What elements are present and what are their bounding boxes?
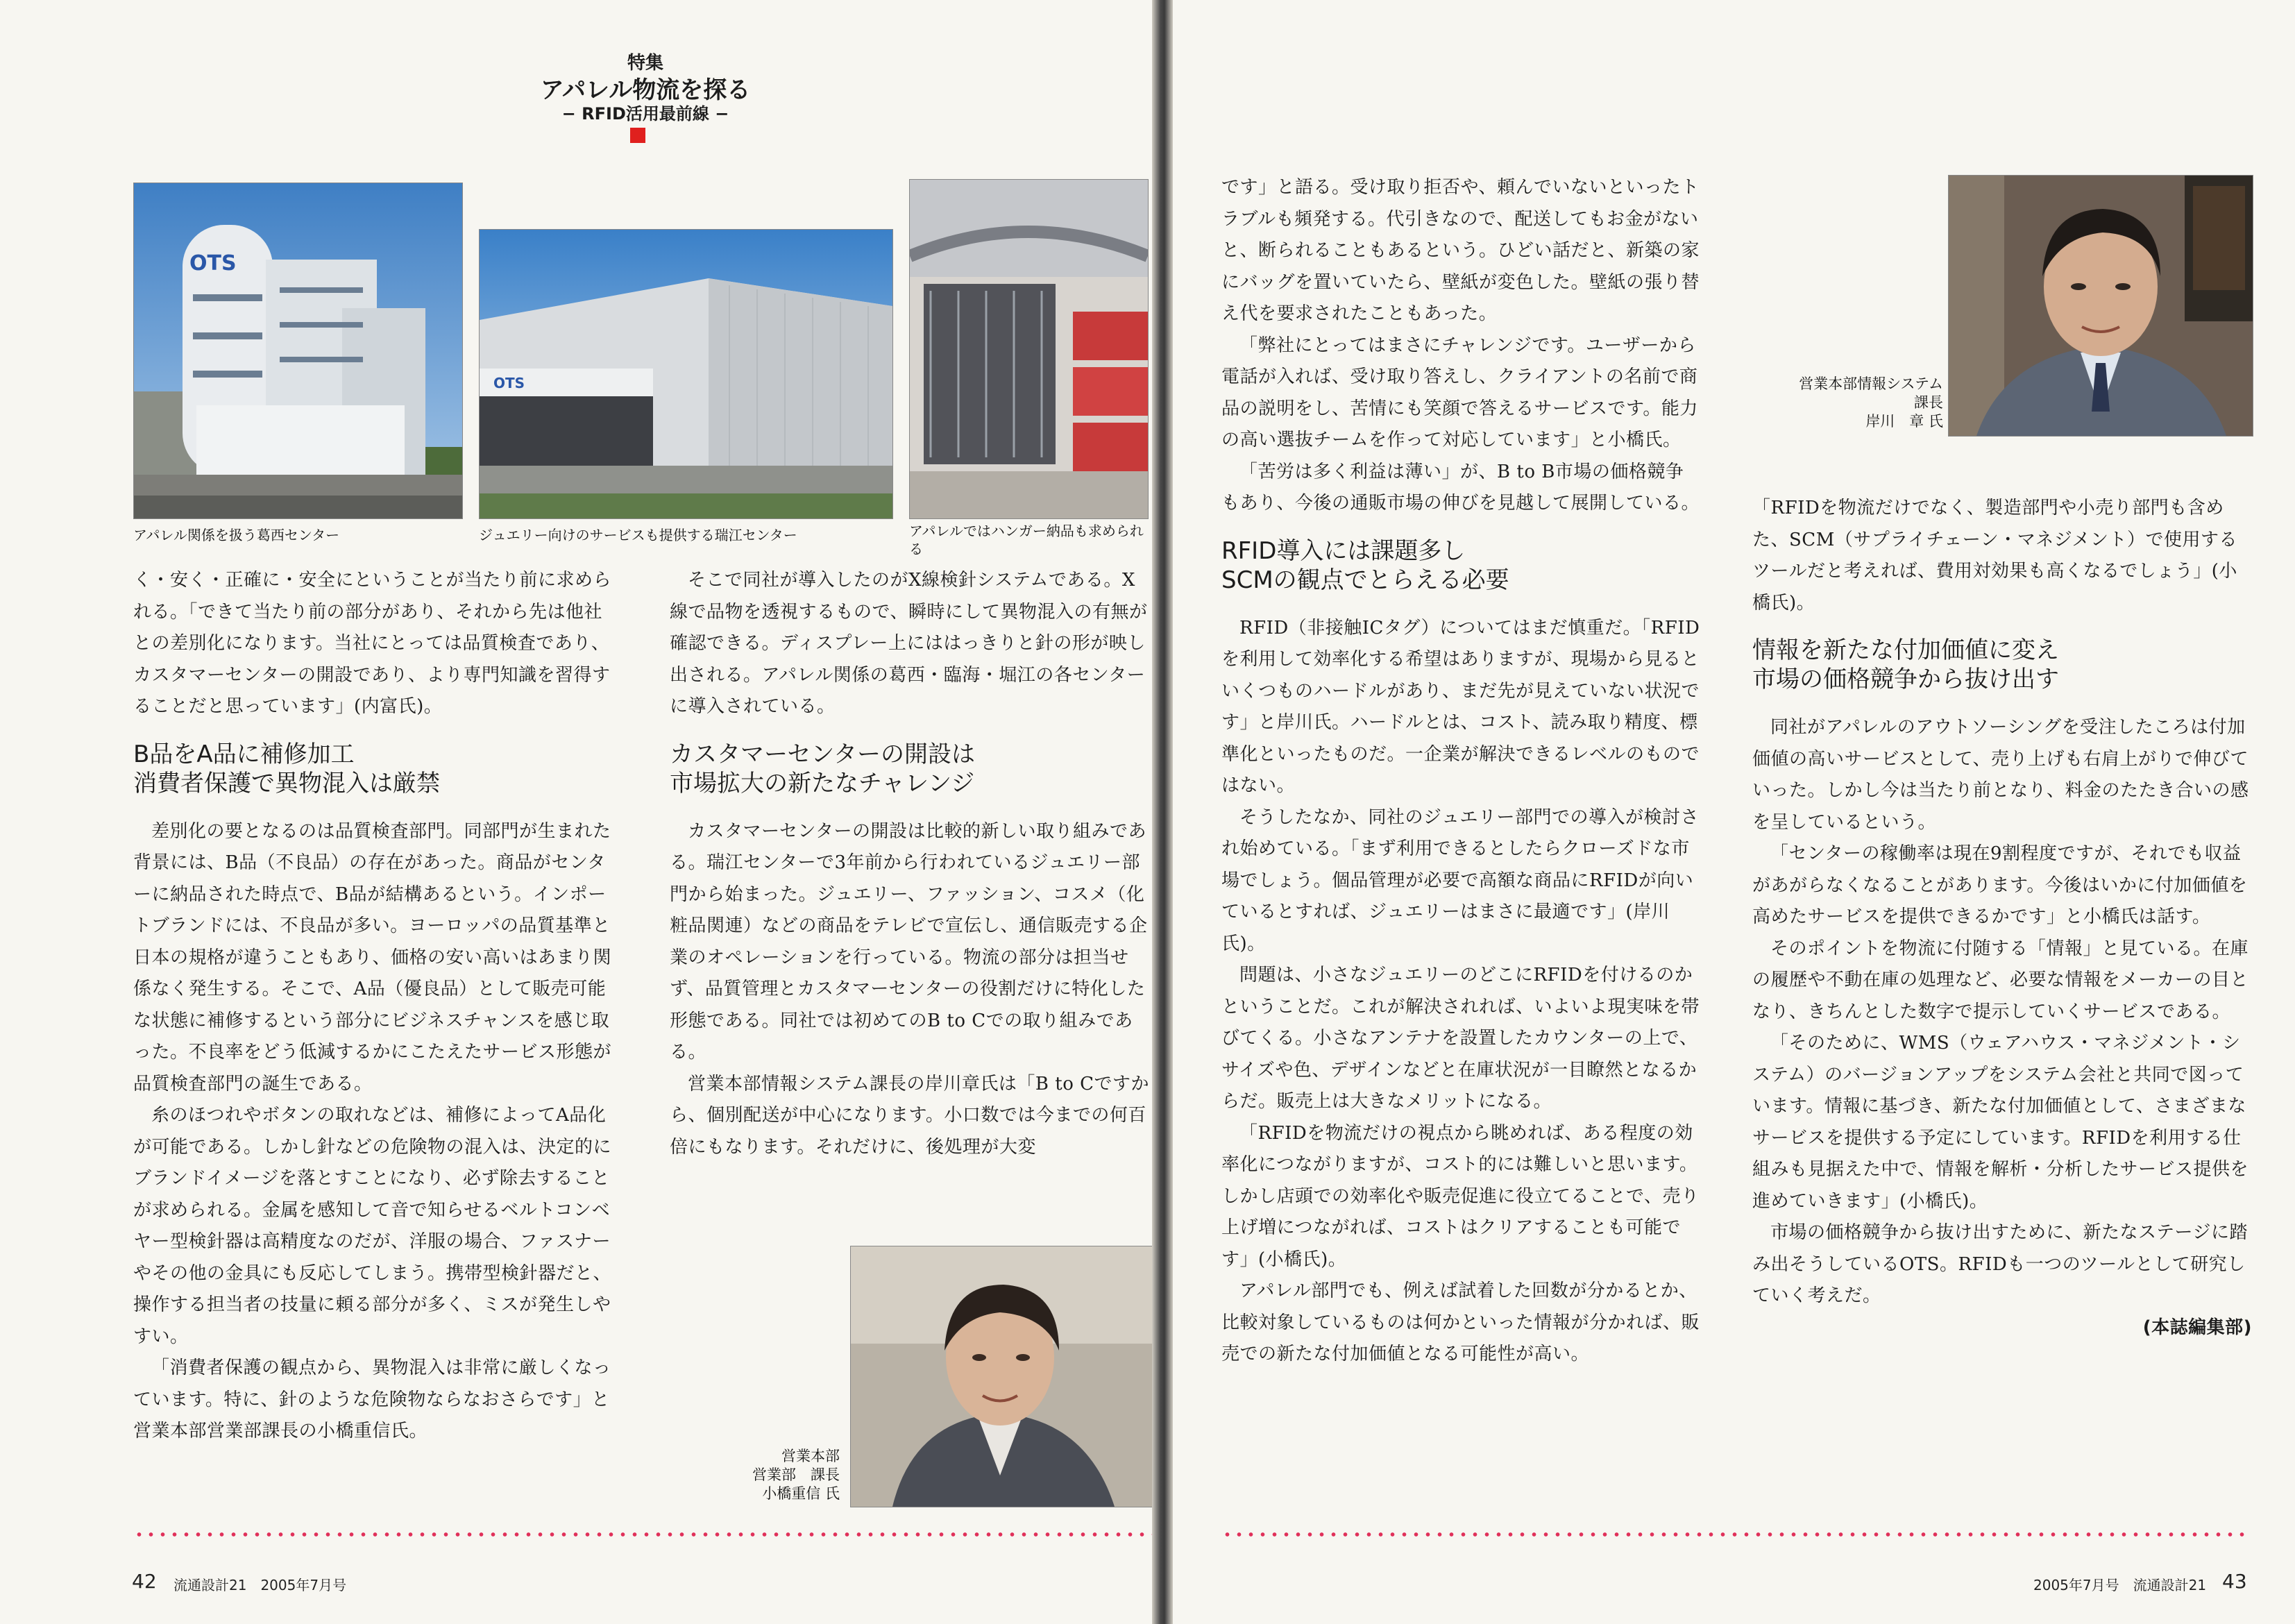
feature-title: アパレル物流を探る [540, 76, 751, 104]
col1-heading-line2: 消費者保護で異物混入は厳禁 [133, 769, 440, 797]
col1-paragraph-2: 糸のほつれやボタンの取れなどは、補修によってA品化が可能である。しかし針などの危険物の混入は、決定的にブランドイメージを落とすことになり、必ず除去することが求められる。金属を感知して音で知らせるベルトコンベヤー型検針器は高精度なのだが、洋服の場合、ファスナーやその他の金具にも反応してしまう。携帯型検針器だと、操作する担当者の技量に頼る部分が多く、ミスが発生しやすい。 [133, 1105, 612, 1347]
col1-paragraph-1: 差別化の要となるのは品質検査部門。同部門が生まれた背景には、B品（不良品）の存在があった。商品がセンターに納品された時点で、B品が結構あるという。インポートブランドには、不良品が多い。ヨーロッパの品質基準と日本の規格が違うこともあり、価格の安い高いはあまり関係なく発生する。そこで、A品（優良品）として販売可能な状態に補修するという部分にビジネスチャンスを感じ取った。不良率をどう低減するかにこたえたサービス形態が品質検査部門の誕生である。 [133, 820, 612, 1094]
dotted-divider-right [1221, 1532, 2249, 1537]
photo-hanger-delivery [909, 179, 1149, 519]
page-number-right: 43 [2222, 1570, 2247, 1593]
col3-paragraph-2: 「弊社にとってはまさにチャレンジです。ユーザーから電話が入れば、受け取り答えし、クライアントの名前で商品の説明をし、苦情にも笑顔で答えるサービスです。能力の高い選抜チームを作って対応しています」と小橋氏。 [1221, 335, 1698, 450]
article-column-1 [133, 565, 619, 1448]
caption-kobashi [694, 1447, 840, 1503]
feature-kicker: 特集 [627, 53, 663, 74]
col2-heading [670, 740, 1152, 798]
col4-paragraph-4: そのポイントを物流に付随する「情報」と見ている。在庫の履歴や不動在庫の処理など、必要な情報をメーカーの目となり、きちんとした数字で提示していくサービスである。 [1752, 938, 2249, 1022]
right-page [1173, 0, 2295, 1624]
col2-paragraph-2: カスタマーセンターの開設は比較的新しい取り組みである。瑞江センターで3年前から行われているジュエリー部門から始まった。ジュエリー、ファッション、コスメ（化粧品関連）などの商品をテレビで宣伝し、通信販売する企業のオペレーションを行っている。物流の部分は担当せず、品質管理とカスタマーセンターの役割だけに特化した形態である。同社では初めてのB to Cでの取り組みである。 [670, 820, 1148, 1063]
col4-paragraph-5: 「そのために、WMS（ウェアハウス・マネジメント・システム）のバージョンアップをシステム会社と共同で図っています。情報に基づき、新たな付加価値として、さまざまなサービスを提供する予定にしています。RFIDを利用する仕組みも見据えた中で、情報を解析・分析したサービス提供を進めていきます」(小橋氏)。 [1752, 1033, 2249, 1212]
col3-paragraph-7: 「RFIDを物流だけの視点から眺めれば、ある程度の効率化につながりますが、コスト的には難しいと思います。しかし店頭での効率化や販売促進に役立てることで、売り上げ増につながれば、コストはクリアすることも可能です」(小橋氏)。 [1221, 1122, 1700, 1270]
footer-meta-left: 流通設計21 2005年7月号 [173, 1577, 347, 1593]
page-number-left: 42 [132, 1570, 157, 1593]
col1-paragraph-3: 「消費者保護の観点から、異物混入は非常に厳しくなっています。特に、針のような危険物ならなおさらです」と営業本部営業部課長の小橋重信氏。 [133, 1357, 611, 1441]
col2-paragraph-3: 営業本部情報システム課長の岸川章氏は「B to Cですから、個別配送が中心になります。小口数では今までの何百倍にもなります。それだけに、後処理が大変 [670, 1073, 1150, 1158]
editorial-signature: (本誌編集部) [2142, 1317, 2252, 1338]
article-column-4 [1752, 493, 2252, 1344]
caption-photo2: ジュエリー向けのサービスも提供する瑞江センター [479, 527, 797, 543]
col3-heading-line2: SCMの観点でとらえる必要 [1221, 566, 1509, 594]
col4-paragraph-3: 「センターの稼働率は現在9割程度ですが、それでも収益があがらなくなることがあります。今後はいかに付加価値を高めたサービスを提供できるかです」と小橋氏は話す。 [1752, 843, 2248, 927]
col4-heading-line2: 市場の価格競争から抜け出す [1752, 666, 2059, 693]
col3-heading [1221, 536, 1700, 595]
col3-paragraph-4: RFID（非接触ICタグ）についてはまだ慎重だ。「RFIDを利用して効率化する希望はありますが、現場から見るといくつものハードルがあり、まだ先が見えていない状況です」と岸川氏。ハードルとは、コスト、読み取り精度、標準化といったものだ。一企業が解決できるレベルのものではない。 [1221, 617, 1700, 796]
col3-paragraph-6: 問題は、小さなジュエリーのどこにRFIDを付けるのかということだ。これが解決されれば、いよいよ現実味を帯びてくる。小さなアンテナを設置したカウンターの上で、サイズや色、デザインなどと在庫状況が一目瞭然となるからだ。販売上は大きなメリットになる。 [1221, 965, 1700, 1112]
dotted-divider-left [133, 1532, 1152, 1537]
col1-heading-line1: B品をA品に補修加工 [133, 740, 355, 768]
col2-heading-line2: 市場拡大の新たなチャレンジ [670, 769, 975, 797]
kobashi-role: 営業部 課長 [752, 1466, 840, 1483]
feature-subtitle: − RFID活用最前線 − [561, 104, 729, 124]
col4-heading-line1: 情報を新たな付加価値に変え [1752, 636, 2059, 664]
footer-meta-right: 2005年7月号 流通設計21 [2033, 1577, 2207, 1593]
col2-heading-line1: カスタマーセンターの開設は [670, 740, 975, 768]
col3-heading-line1: RFID導入には課題多し [1221, 536, 1466, 565]
col4-paragraph-1: 「RFIDを物流だけでなく、製造部門や小売り部門も含めた、SCM（サプライチェーン・マネジメント）で使用するツールだと考えれば、費用対効果も高くなるでしょう」(小橋氏)。 [1752, 498, 2237, 614]
article-column-3 [1221, 172, 1700, 1371]
photo-kobashi-portrait [850, 1246, 1152, 1507]
red-square-mark [630, 128, 645, 143]
kishikawa-dept: 営業本部情報システム [1799, 375, 1943, 392]
col4-paragraph-6: 市場の価格競争から抜け出すために、新たなステージに踏み出そうしているOTS。RFIDも一つのツールとして研究していく考えだ。 [1752, 1222, 2248, 1306]
col1-intro: く・安く・正確に・安全にということが当たり前に求められる。「できて当たり前の部分があり、それから先は他社との差別化になります。当社にとっては品質検査であり、カスタマーセンターの開設であり、より専門知識を習得することだと思っています」(内富氏)。 [133, 570, 612, 717]
photo-kishikawa-portrait [1948, 175, 2253, 437]
svg-text:OTS: OTS [493, 375, 525, 391]
col2-paragraph-1: そこで同社が導入したのがX線検針システムである。X線で品物を透視するもので、瞬時にして異物混入の有無が確認できる。ディスプレー上にははっきりと針の形が映し出される。アパレル関係の葛西・臨海・堀江の各センターに導入されている。 [670, 570, 1148, 717]
col4-paragraph-2: 同社がアパレルのアウトソーシングを受注したころは付加価値の高いサービスとして、売り上げも右肩上がりで伸びていった。しかし今は当たり前となり、料金のたたき合いの感を呈しているという。 [1752, 717, 2249, 833]
kishikawa-role: 課長 [1914, 394, 1943, 411]
caption-kishikawa [1721, 375, 1943, 431]
col3-paragraph-8: アパレル部門でも、例えば試着した回数が分かるとか、比較対象しているものは何かといった情報が分かれば、販売での新たな付加価値となる可能性が高い。 [1221, 1280, 1700, 1364]
col3-paragraph-3: 「苦労は多く利益は薄い」が、B to B市場の価格競争もあり、今後の通販市場の伸びを見越して展開している。 [1221, 461, 1700, 514]
col3-paragraph-5: そうしたなか、同社のジュエリー部門での導入が検討され始めている。「まず利用できるとしたらクローズドな市場でしょう。個品管理が必要で高額な商品にRFIDが向いているとすれば、ジュエリーはまさに最適です」(岸川氏)。 [1221, 806, 1699, 954]
photo-kasai-center [133, 183, 463, 519]
kobashi-dept: 営業本部 [781, 1448, 840, 1464]
svg-text:OTS: OTS [189, 251, 237, 276]
article-column-2 [670, 565, 1152, 1163]
caption-photo1: アパレル関係を扱う葛西センター [133, 527, 340, 543]
kobashi-name: 小橋重信 氏 [762, 1485, 840, 1502]
kishikawa-name: 岸川 章 氏 [1865, 413, 1943, 430]
photo-mizue-center [479, 229, 893, 519]
col1-heading [133, 740, 619, 798]
page-gutter [1152, 0, 1173, 1624]
col3-paragraph-1: です」と語る。受け取り拒否や、頼んでいないといったトラブルも頻発する。代引きなので、配送してもお金がないと、断られることもあるという。ひどい話だと、新築の家にバッグを置いていたら、壁紙が変色した。壁紙の張り替え代を要求されたこともあった。 [1221, 177, 1700, 324]
caption-photo3: アパレルではハンガー納品も求められる [909, 523, 1144, 557]
col4-heading [1752, 636, 2252, 694]
